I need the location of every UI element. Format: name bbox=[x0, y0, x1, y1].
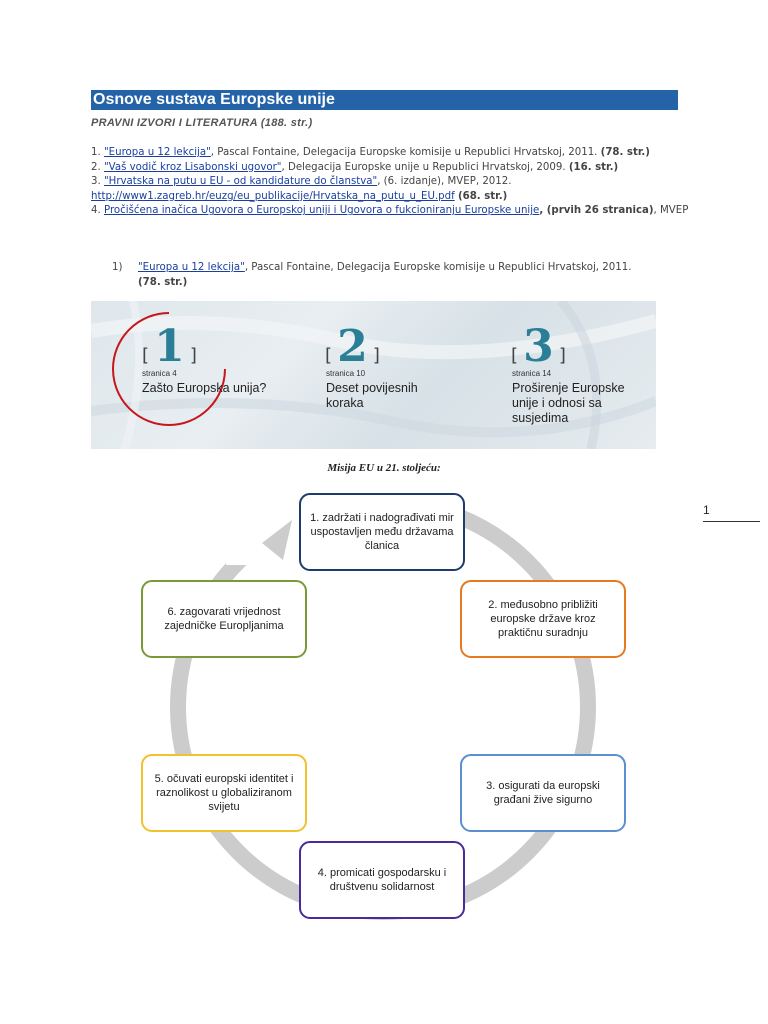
reference-pages: , (prvih 26 stranica) bbox=[539, 205, 654, 217]
reference-number: 2. bbox=[91, 161, 101, 173]
banner-item-page: stranica 10 bbox=[326, 369, 366, 378]
banner-item-title: Zašto Europska unija? bbox=[142, 381, 267, 395]
reference-link[interactable]: Pročišćena inačica Ugovora o Europskoj uniji i Ugovora o fukcioniranju Europske unije bbox=[103, 205, 540, 217]
banner-item-number: 3 bbox=[523, 321, 554, 372]
sub-reference-link[interactable]: "Europa u 12 lekcija" bbox=[138, 262, 245, 273]
banner-item-page: stranica 4 bbox=[142, 369, 177, 378]
banner-item-page: stranica 14 bbox=[512, 369, 552, 378]
sub-reference-details: , Pascal Fontaine, Delegacija Europske komisije u Republici Hrvatskoj, 2011. bbox=[244, 262, 632, 273]
bracket-close-icon: ] bbox=[558, 345, 566, 366]
mission-step-2: 2. međusobno približiti europske države kroz praktičnu suradnju bbox=[460, 580, 626, 658]
reference-number: 1. bbox=[91, 147, 101, 158]
reference-details: , Pascal Fontaine, Delegacija Europske komisije u Republici Hrvatskoj, 2011. bbox=[210, 147, 598, 158]
reference-number: 3. bbox=[91, 176, 101, 188]
sub-reference-number: 1) bbox=[112, 262, 123, 273]
page-number: 1 bbox=[703, 503, 710, 517]
mission-step-5: 5. očuvati europski identitet i raznolikost u globaliziranom svijetu bbox=[141, 754, 307, 832]
reference-pages: (16. str.) bbox=[568, 161, 619, 173]
banner-item-title: Deset povijesnih koraka bbox=[326, 381, 418, 410]
banner-item-number: 1 bbox=[154, 321, 185, 372]
bracket-open-icon: [ bbox=[142, 345, 150, 366]
mission-step-1: 1. zadržati i nadograđivati mir uspostavljen među državama članica bbox=[299, 493, 465, 571]
reference-details: , Delegacija Europske unije u Republici Hrvatskoj, 2009. bbox=[281, 161, 566, 173]
bracket-close-icon: ] bbox=[372, 345, 380, 366]
reference-link[interactable]: "Hrvatska na putu u EU - od kandidature do članstva" bbox=[103, 176, 378, 188]
mission-step-4: 4. promicati gospodarsku i društvenu solidarnost bbox=[299, 841, 465, 919]
mission-title: Misija EU u 21. stoljeću: bbox=[327, 462, 441, 474]
bracket-close-icon: ] bbox=[189, 345, 197, 366]
reference-pages: (78. str.) bbox=[600, 147, 650, 158]
banner-item-number: 2 bbox=[337, 321, 368, 372]
reference-link[interactable]: "Europa u 12 lekcija" bbox=[103, 147, 211, 158]
reference-details: , (6. izdanje), MVEP, 2012. bbox=[377, 176, 512, 188]
reference-details: , MVEP bbox=[653, 205, 689, 217]
bracket-open-icon: [ bbox=[511, 345, 519, 366]
bracket-open-icon: [ bbox=[325, 345, 333, 366]
reference-url[interactable]: http://www1.zagreb.hr/euzg/eu_publikacije/Hrvatska_na_putu_u_EU.pdf bbox=[91, 190, 455, 202]
section-subtitle: PRAVNI IZVORI I LITERATURA (188. str.) bbox=[91, 117, 313, 129]
page-title: Osnove sustava Europske unije bbox=[91, 90, 678, 110]
reference-link[interactable]: "Vaš vodič kroz Lisabonski ugovor" bbox=[103, 161, 282, 173]
mission-step-6: 6. zagovarati vrijednost zajedničke Europljanima bbox=[141, 580, 307, 658]
banner-item-title: Proširenje Europske unije i odnosi sa susjedima bbox=[512, 381, 625, 425]
reference-number: 4. bbox=[91, 205, 101, 217]
sub-reference-pages: (78. str.) bbox=[138, 276, 188, 288]
reference-pages: (68. str.) bbox=[457, 190, 508, 202]
mission-step-3: 3. osigurati da europski građani žive sigurno bbox=[460, 754, 626, 832]
